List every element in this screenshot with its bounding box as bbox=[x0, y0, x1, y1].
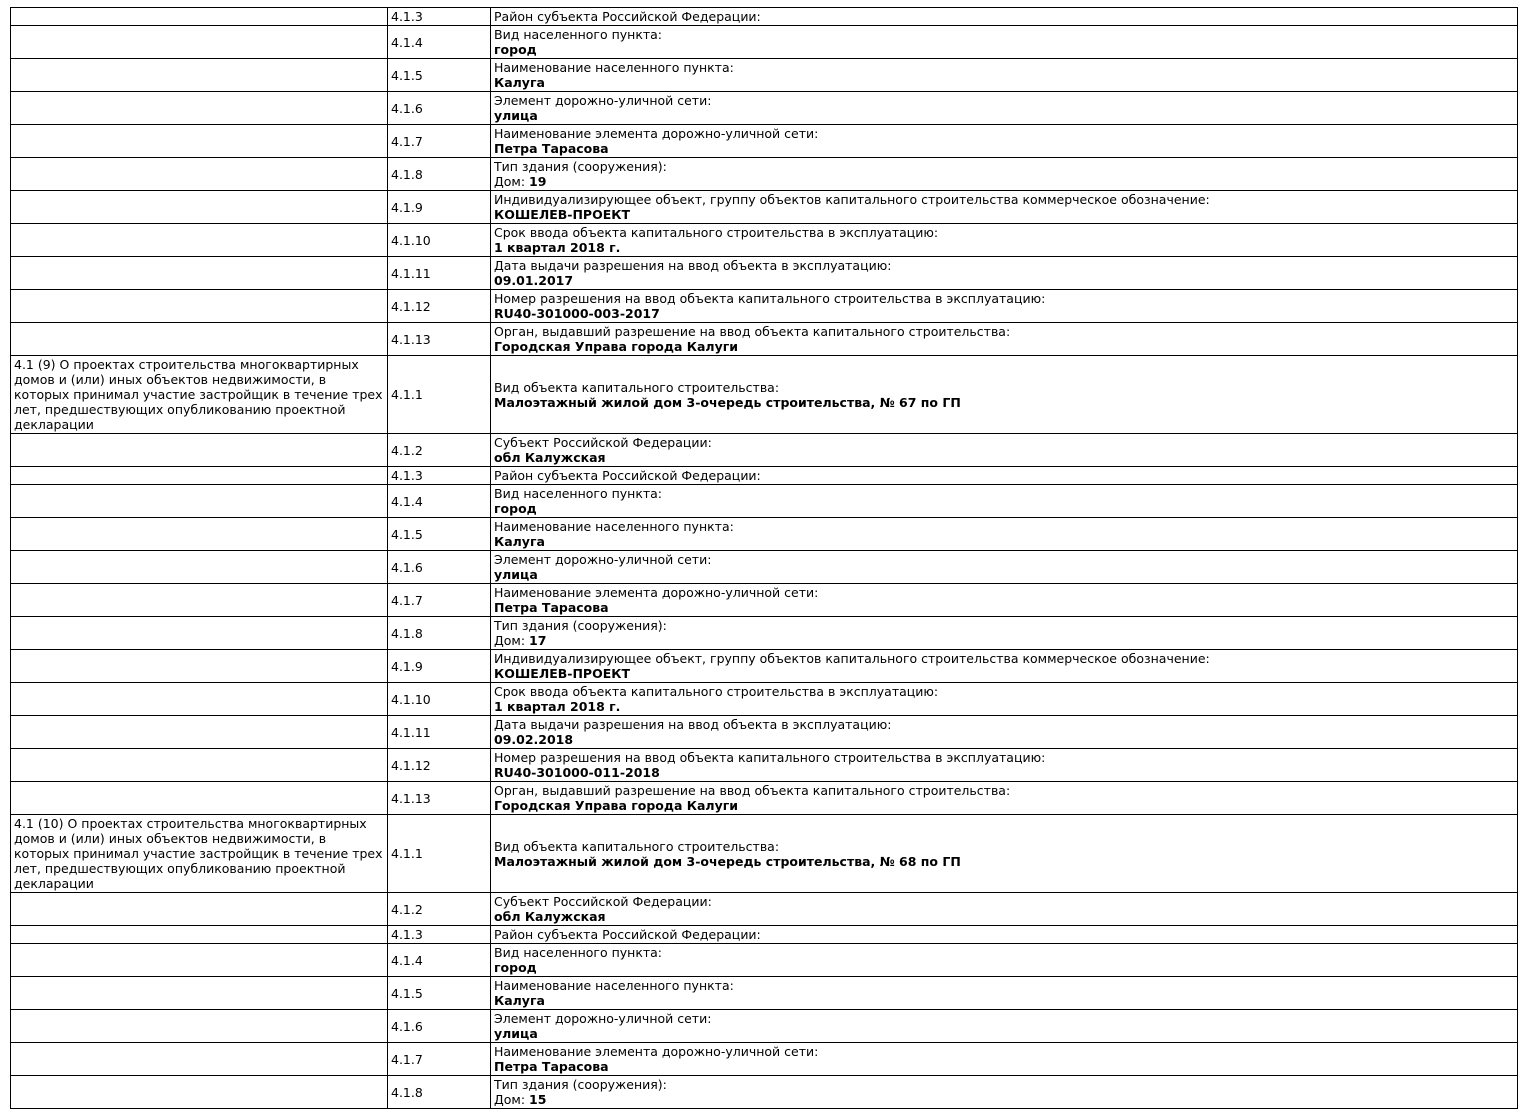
field-value: Петра Тарасова bbox=[494, 600, 609, 615]
field-label: Наименование элемента дорожно-уличной сети: bbox=[494, 1044, 819, 1059]
field-value: 19 bbox=[529, 174, 547, 189]
field-cell bbox=[491, 944, 1518, 977]
table-row bbox=[11, 8, 1518, 26]
table-row bbox=[11, 584, 1518, 617]
item-number: 4.1.4 bbox=[388, 26, 491, 59]
field-cell bbox=[491, 1076, 1518, 1109]
item-number: 4.1.8 bbox=[388, 158, 491, 191]
table-row bbox=[11, 683, 1518, 716]
field-label: Наименование элемента дорожно-уличной сети: bbox=[494, 585, 819, 600]
table-row bbox=[11, 26, 1518, 59]
item-number: 4.1.1 bbox=[388, 815, 491, 893]
field-cell bbox=[491, 467, 1518, 485]
field-cell bbox=[491, 8, 1518, 26]
table-row bbox=[11, 893, 1518, 926]
field-label: Индивидуализирующее объект, группу объектов капитального строительства коммерческое обозначение: bbox=[494, 192, 1210, 207]
field-label: Вид объекта капитального строительства: bbox=[494, 379, 780, 395]
section-description bbox=[11, 749, 388, 782]
item-number: 4.1.1 bbox=[388, 356, 491, 434]
field-cell bbox=[491, 518, 1518, 551]
item-number: 4.1.11 bbox=[388, 257, 491, 290]
item-number: 4.1.12 bbox=[388, 749, 491, 782]
field-value-line bbox=[494, 1059, 1514, 1074]
declaration-table bbox=[10, 7, 1518, 1109]
item-number: 4.1.11 bbox=[388, 716, 491, 749]
item-number: 4.1.2 bbox=[388, 893, 491, 926]
section-description bbox=[11, 1010, 388, 1043]
field-value-line bbox=[494, 600, 1514, 615]
field-cell bbox=[491, 290, 1518, 323]
item-number: 4.1.9 bbox=[388, 191, 491, 224]
field-cell bbox=[491, 1043, 1518, 1076]
field-value-prefix: Дом: bbox=[494, 174, 530, 189]
table-row bbox=[11, 290, 1518, 323]
field-value: Петра Тарасова bbox=[494, 1059, 609, 1074]
section-description bbox=[11, 323, 388, 356]
field-value: Калуга bbox=[494, 534, 545, 549]
field-value-line bbox=[494, 450, 1514, 465]
field-value-line bbox=[494, 732, 1514, 747]
item-number: 4.1.2 bbox=[388, 434, 491, 467]
table-row bbox=[11, 944, 1518, 977]
field-value: город bbox=[494, 501, 537, 516]
item-number: 4.1.4 bbox=[388, 485, 491, 518]
field-value: КОШЕЛЕВ-ПРОЕКТ bbox=[494, 666, 630, 681]
table-row bbox=[11, 716, 1518, 749]
table-row bbox=[11, 467, 1518, 485]
field-cell bbox=[491, 584, 1518, 617]
field-label: Дата выдачи разрешения на ввод объекта в эксплуатацию: bbox=[494, 717, 892, 732]
field-value: 09.02.2018 bbox=[494, 732, 574, 747]
section-description bbox=[11, 1043, 388, 1076]
field-value-line bbox=[494, 273, 1514, 288]
field-cell bbox=[491, 749, 1518, 782]
field-value: 17 bbox=[529, 633, 547, 648]
field-value: Малоэтажный жилой дом 3-очередь строительства, № 67 по ГП bbox=[494, 394, 961, 410]
field-value-line bbox=[494, 395, 1514, 410]
item-number: 4.1.7 bbox=[388, 125, 491, 158]
field-value-line bbox=[494, 567, 1514, 582]
field-value: улица bbox=[494, 108, 538, 123]
table-row bbox=[11, 815, 1518, 893]
item-number: 4.1.3 bbox=[388, 8, 491, 26]
section-description bbox=[11, 92, 388, 125]
field-label: Дата выдачи разрешения на ввод объекта в эксплуатацию: bbox=[494, 258, 892, 273]
field-cell bbox=[491, 551, 1518, 584]
table-row bbox=[11, 977, 1518, 1010]
field-value: RU40-301000-003-2017 bbox=[494, 306, 660, 321]
field-cell bbox=[491, 356, 1518, 434]
item-number: 4.1.8 bbox=[388, 617, 491, 650]
field-value-line bbox=[494, 207, 1514, 222]
field-value-line bbox=[494, 306, 1514, 321]
section-description: 4.1 (9) О проектах строительства многоквартирных домов и (или) иных объектов недвижимости, в которых принимал участие застройщик в течение трех лет, предшествующих опубликованию проектной декларации bbox=[11, 356, 388, 434]
field-label: Район субъекта Российской Федерации: bbox=[494, 9, 761, 24]
field-value-line bbox=[494, 699, 1514, 714]
field-label: Район субъекта Российской Федерации: bbox=[494, 468, 761, 483]
field-label: Район субъекта Российской Федерации: bbox=[494, 927, 761, 942]
field-cell bbox=[491, 683, 1518, 716]
table-row bbox=[11, 191, 1518, 224]
section-description bbox=[11, 59, 388, 92]
section-description bbox=[11, 518, 388, 551]
field-label: Вид населенного пункта: bbox=[494, 945, 663, 960]
field-value-line bbox=[494, 501, 1514, 516]
section-description bbox=[11, 1076, 388, 1109]
section-description bbox=[11, 551, 388, 584]
item-number: 4.1.5 bbox=[388, 518, 491, 551]
field-cell bbox=[491, 434, 1518, 467]
field-value-line bbox=[494, 960, 1514, 975]
field-value: город bbox=[494, 960, 537, 975]
field-label: Вид населенного пункта: bbox=[494, 27, 663, 42]
field-value-line bbox=[494, 854, 1514, 869]
field-value: 1 квартал 2018 г. bbox=[494, 699, 621, 714]
section-description bbox=[11, 224, 388, 257]
item-number: 4.1.12 bbox=[388, 290, 491, 323]
field-value-line bbox=[494, 633, 1514, 648]
section-description bbox=[11, 716, 388, 749]
field-cell bbox=[491, 815, 1518, 893]
section-description bbox=[11, 485, 388, 518]
section-description bbox=[11, 617, 388, 650]
field-value: улица bbox=[494, 567, 538, 582]
item-number: 4.1.5 bbox=[388, 59, 491, 92]
section-description bbox=[11, 26, 388, 59]
field-value: 1 квартал 2018 г. bbox=[494, 240, 621, 255]
table-row bbox=[11, 1010, 1518, 1043]
field-label: Субъект Российской Федерации: bbox=[494, 435, 712, 450]
section-description bbox=[11, 977, 388, 1010]
table-row bbox=[11, 92, 1518, 125]
field-cell bbox=[491, 224, 1518, 257]
section-description bbox=[11, 584, 388, 617]
field-cell bbox=[491, 257, 1518, 290]
section-description bbox=[11, 893, 388, 926]
field-label: Орган, выдавший разрешение на ввод объекта капитального строительства: bbox=[494, 324, 1011, 339]
table-row bbox=[11, 158, 1518, 191]
field-value: 09.01.2017 bbox=[494, 273, 574, 288]
section-description bbox=[11, 926, 388, 944]
field-label: Элемент дорожно-уличной сети: bbox=[494, 93, 712, 108]
field-value-line bbox=[494, 339, 1514, 354]
field-value: улица bbox=[494, 1026, 538, 1041]
field-label: Элемент дорожно-уличной сети: bbox=[494, 1011, 712, 1026]
field-value: КОШЕЛЕВ-ПРОЕКТ bbox=[494, 207, 630, 222]
section-description bbox=[11, 434, 388, 467]
field-value: Городская Управа города Калуги bbox=[494, 798, 739, 813]
field-label: Наименование элемента дорожно-уличной сети: bbox=[494, 126, 819, 141]
item-number: 4.1.8 bbox=[388, 1076, 491, 1109]
field-label: Тип здания (сооружения): bbox=[494, 618, 667, 633]
item-number: 4.1.7 bbox=[388, 584, 491, 617]
table-body bbox=[11, 8, 1518, 1109]
field-value-line bbox=[494, 174, 1514, 189]
field-label: Тип здания (сооружения): bbox=[494, 1077, 667, 1092]
field-value-line bbox=[494, 42, 1514, 57]
field-label: Наименование населенного пункта: bbox=[494, 60, 734, 75]
field-label: Номер разрешения на ввод объекта капитального строительства в эксплуатацию: bbox=[494, 291, 1046, 306]
field-cell bbox=[491, 59, 1518, 92]
field-label: Субъект Российской Федерации: bbox=[494, 894, 712, 909]
section-description bbox=[11, 290, 388, 323]
section-description bbox=[11, 683, 388, 716]
field-cell bbox=[491, 977, 1518, 1010]
field-label: Срок ввода объекта капитального строительства в эксплуатацию: bbox=[494, 225, 939, 240]
field-label: Наименование населенного пункта: bbox=[494, 519, 734, 534]
item-number: 4.1.10 bbox=[388, 224, 491, 257]
field-label: Орган, выдавший разрешение на ввод объекта капитального строительства: bbox=[494, 783, 1011, 798]
table-row bbox=[11, 434, 1518, 467]
field-cell bbox=[491, 485, 1518, 518]
item-number: 4.1.6 bbox=[388, 551, 491, 584]
field-value: обл Калужская bbox=[494, 450, 606, 465]
section-description bbox=[11, 467, 388, 485]
field-value-line bbox=[494, 798, 1514, 813]
field-value: Малоэтажный жилой дом 3-очередь строительства, № 68 по ГП bbox=[494, 853, 961, 869]
field-value: Калуга bbox=[494, 75, 545, 90]
field-cell bbox=[491, 650, 1518, 683]
field-cell bbox=[491, 926, 1518, 944]
item-number: 4.1.9 bbox=[388, 650, 491, 683]
item-number: 4.1.13 bbox=[388, 323, 491, 356]
field-value-line bbox=[494, 993, 1514, 1008]
item-number: 4.1.6 bbox=[388, 1010, 491, 1043]
section-description bbox=[11, 650, 388, 683]
field-label: Тип здания (сооружения): bbox=[494, 159, 667, 174]
field-value-prefix: Дом: bbox=[494, 1092, 530, 1107]
field-cell bbox=[491, 617, 1518, 650]
section-description bbox=[11, 8, 388, 26]
table-row bbox=[11, 551, 1518, 584]
section-description bbox=[11, 782, 388, 815]
table-row bbox=[11, 518, 1518, 551]
table-row bbox=[11, 749, 1518, 782]
table-row bbox=[11, 1043, 1518, 1076]
field-value: Петра Тарасова bbox=[494, 141, 609, 156]
item-number: 4.1.5 bbox=[388, 977, 491, 1010]
field-label: Наименование населенного пункта: bbox=[494, 978, 734, 993]
field-cell bbox=[491, 92, 1518, 125]
field-value-line bbox=[494, 1092, 1514, 1107]
field-value-line bbox=[494, 765, 1514, 780]
field-value: обл Калужская bbox=[494, 909, 606, 924]
table-row bbox=[11, 650, 1518, 683]
field-cell bbox=[491, 893, 1518, 926]
section-description bbox=[11, 257, 388, 290]
field-value-line bbox=[494, 108, 1514, 123]
field-value-prefix: Дом: bbox=[494, 633, 530, 648]
field-value: 15 bbox=[529, 1092, 547, 1107]
field-cell bbox=[491, 716, 1518, 749]
section-description: 4.1 (10) О проектах строительства многоквартирных домов и (или) иных объектов недвижимости, в которых принимал участие застройщик в течение трех лет, предшествующих опубликованию проектной декларации bbox=[11, 815, 388, 893]
item-number: 4.1.7 bbox=[388, 1043, 491, 1076]
item-number: 4.1.3 bbox=[388, 926, 491, 944]
field-value-line bbox=[494, 666, 1514, 681]
field-value: город bbox=[494, 42, 537, 57]
field-value-line bbox=[494, 534, 1514, 549]
field-label: Вид населенного пункта: bbox=[494, 486, 663, 501]
section-description bbox=[11, 158, 388, 191]
item-number: 4.1.13 bbox=[388, 782, 491, 815]
section-description bbox=[11, 125, 388, 158]
table-row bbox=[11, 323, 1518, 356]
field-value-line bbox=[494, 141, 1514, 156]
section-description bbox=[11, 944, 388, 977]
table-row bbox=[11, 926, 1518, 944]
field-cell bbox=[491, 1010, 1518, 1043]
field-value: Городская Управа города Калуги bbox=[494, 339, 739, 354]
section-description bbox=[11, 191, 388, 224]
field-cell bbox=[491, 782, 1518, 815]
field-value-line bbox=[494, 75, 1514, 90]
field-label: Номер разрешения на ввод объекта капитального строительства в эксплуатацию: bbox=[494, 750, 1046, 765]
table-row bbox=[11, 125, 1518, 158]
field-label: Элемент дорожно-уличной сети: bbox=[494, 552, 712, 567]
table-row bbox=[11, 1076, 1518, 1109]
field-cell bbox=[491, 26, 1518, 59]
field-label: Вид объекта капитального строительства: bbox=[494, 838, 780, 854]
item-number: 4.1.6 bbox=[388, 92, 491, 125]
item-number: 4.1.4 bbox=[388, 944, 491, 977]
field-cell bbox=[491, 158, 1518, 191]
field-value: RU40-301000-011-2018 bbox=[494, 765, 660, 780]
field-label: Срок ввода объекта капитального строительства в эксплуатацию: bbox=[494, 684, 939, 699]
table-row bbox=[11, 356, 1518, 434]
table-row bbox=[11, 782, 1518, 815]
field-cell bbox=[491, 323, 1518, 356]
field-label: Индивидуализирующее объект, группу объектов капитального строительства коммерческое обозначение: bbox=[494, 651, 1210, 666]
field-cell bbox=[491, 125, 1518, 158]
table-row bbox=[11, 224, 1518, 257]
field-value-line bbox=[494, 1026, 1514, 1041]
field-value-line bbox=[494, 240, 1514, 255]
field-cell bbox=[491, 191, 1518, 224]
table-row bbox=[11, 485, 1518, 518]
table-row bbox=[11, 617, 1518, 650]
field-value: Калуга bbox=[494, 993, 545, 1008]
item-number: 4.1.3 bbox=[388, 467, 491, 485]
item-number: 4.1.10 bbox=[388, 683, 491, 716]
table-row bbox=[11, 257, 1518, 290]
field-value-line bbox=[494, 909, 1514, 924]
table-row bbox=[11, 59, 1518, 92]
